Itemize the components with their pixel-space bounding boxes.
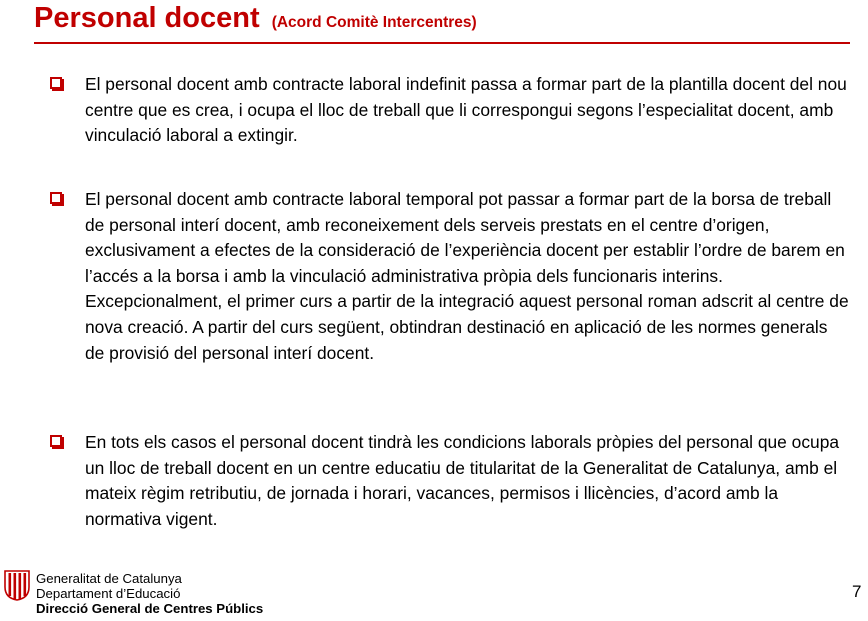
footer-line-directorate: Direcció General de Centres Públics [36,601,264,616]
bullet-text: En tots els casos el personal docent tindrà les condicions laborals pròpies del personal que ocupa un lloc de treball docent en un centre educatiu de titularitat de la Generalitat de Catalunya, amb el mateix règim retributiu, de jornada i horari, vacances, permisos i llicències, d’acord amb la normativa vigent. [85,432,840,529]
checkbox-bullet-icon [50,192,62,204]
checkbox-bullet-icon [50,77,62,89]
page-number: 7 [852,582,862,601]
page-title [34,0,477,41]
generalitat-logo-icon [3,569,31,601]
footer-line-department: Departament d’Educació [36,586,181,601]
slide-header [34,0,850,44]
bullet-text: El personal docent amb contracte laboral temporal pot passar a formar part de la borsa de treball de personal interí docent, amb reconeixement dels serveis prestats en el centre d’origen, exclusivament a efectes de la consideració de l’experiència docent per establir l’ordre de barem en l’accés a la borsa i amb la vinculació administrativa pròpia dels funcionaris interins. Excepcionalment, el primer curs a partir de la integració aquest personal roman adscrit al centre de nova creació. A partir del curs següent, obtindran destinació en aplicació de les normes generals de provisió del personal interí docent. [85,189,849,363]
bullet-text: El personal docent amb contracte laboral indefinit passa a formar part de la plantilla docent del nou centre que es crea, i ocupa el lloc de treball que li correspongui segons l’especialitat docent, amb vinculació laboral a extingir. [85,74,847,146]
checkbox-bullet-icon [50,435,62,447]
page-subtitle: (Acord Comitè Intercentres) [271,14,477,31]
footer-line-generalitat: Generalitat de Catalunya [36,571,182,586]
footer-institution [36,571,263,616]
title-text: Personal docent [34,2,260,34]
